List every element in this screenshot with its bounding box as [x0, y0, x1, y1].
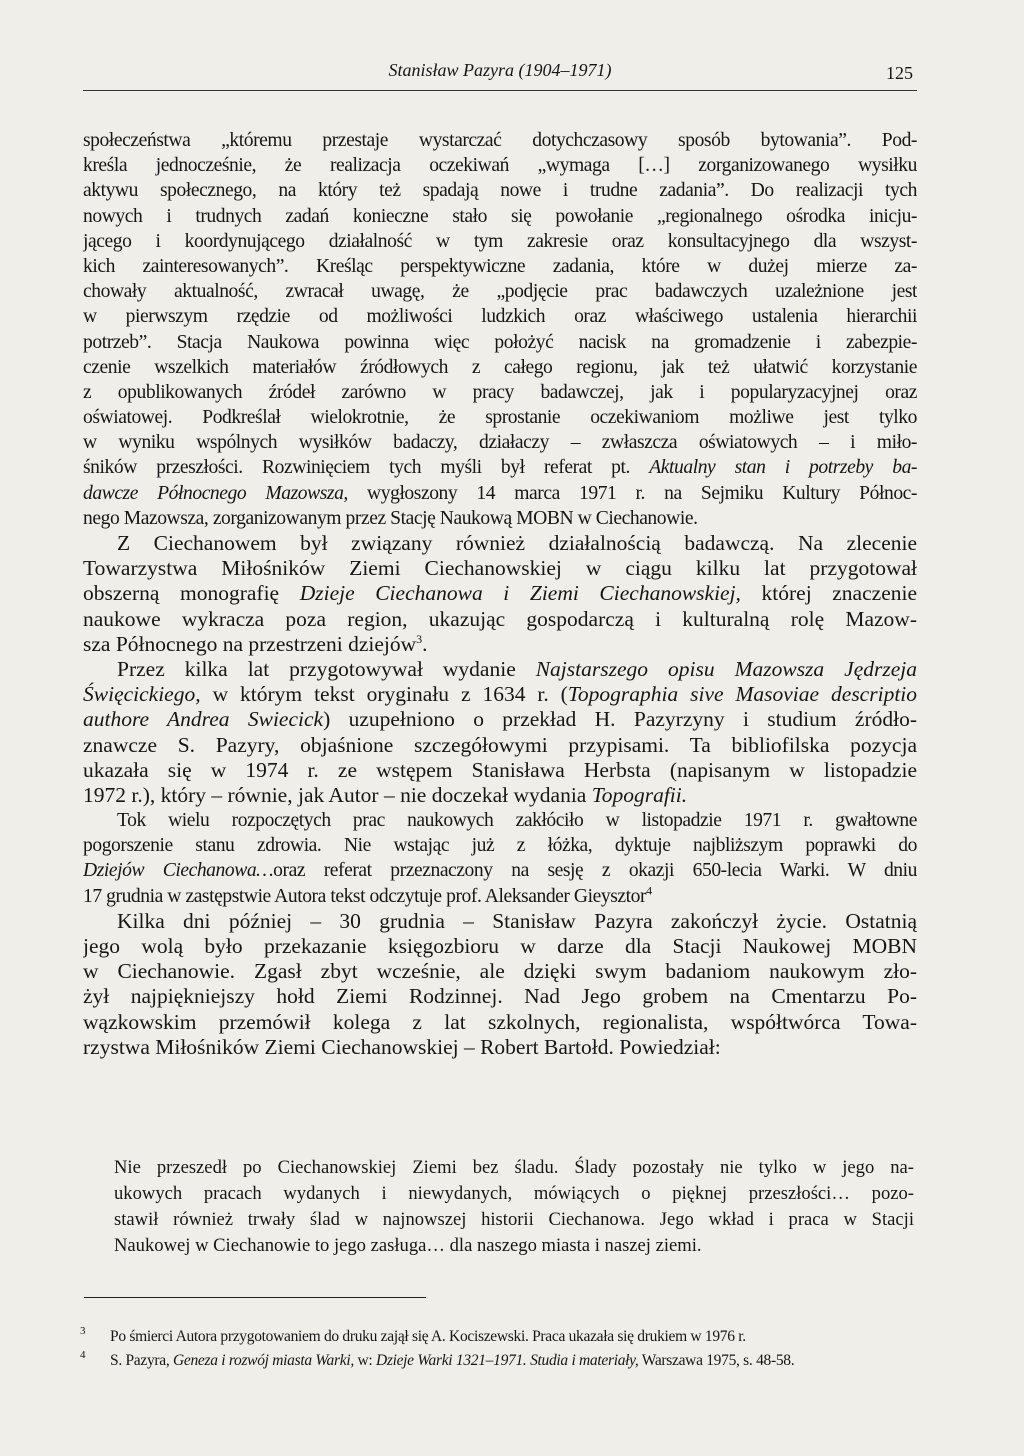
- text-line: nego Mazowsza, zorganizowanym przez Stację Naukową MOBN w Ciechanowie.: [83, 507, 698, 529]
- block-quote: [114, 1155, 914, 1259]
- quote-line: stawił również trwały ślad w najnowszej historii Ciechanowa. Jego wkład i praca w Stacji: [114, 1209, 914, 1230]
- text-line: w pierwszym rzędzie od możliwości ludzkich oraz właściwego ustalenia hierarchii: [83, 306, 917, 328]
- text-line: w Ciechanowie. Zgasł zbyt wcześnie, ale dzięki swym badaniom naukowym zło-: [83, 959, 917, 984]
- text-line: naukowe wykracza poza region, ukazując gospodarczą i kulturalną rolę Mazow-: [83, 606, 917, 631]
- text-line: w wyniku wspólnych wysiłków badaczy, działaczy – zwłaszcza oświatowych – i miło-: [83, 432, 917, 454]
- text-line: ukazała się w 1974 r. ze wstępem Stanisława Herbsta (napisanym w listopadzie: [83, 757, 917, 782]
- footnote-text: S. Pazyra, Geneza i rozwój miasta Warki, w: Dzieje Warki 1321–1971. Studia i materiały, Warszawa 1975, s. 48-58.: [110, 1352, 795, 1369]
- body-text: [83, 128, 917, 1060]
- text-line: żył najpiękniejszy hołd Ziemi Rodzinnej. Nad Jego grobem na Cmentarzu Po-: [83, 984, 917, 1009]
- text-line: jego wolą było przekazanie księgozbioru w darze dla Stacji Naukowej MOBN: [83, 934, 917, 958]
- text-line: Tok wielu rozpoczętych prac naukowych zakłóciło w listopadzie 1971 r. gwałtowne: [117, 810, 917, 832]
- footnote-mark: 3: [80, 1325, 86, 1337]
- quote-line: Nie przeszedł po Ciechanowskiej Ziemi bez śladu. Ślady pozostały nie tylko w jego na-: [114, 1157, 914, 1178]
- text-line: Dziejów Ciechanowa…oraz referat przeznaczony na sesję z okazji 650-lecia Warki. W dniu: [83, 860, 917, 882]
- text-line: śników przeszłości. Rozwinięciem tych myśli był referat pt. Aktualny stan i potrzeby ba-: [83, 457, 917, 479]
- footnote-separator: [84, 1297, 426, 1298]
- footnote: [80, 1349, 920, 1373]
- text-line: dawcze Północnego Mazowsza, wygłoszony 14 marca 1971 r. na Sejmiku Kultury Północ-: [83, 482, 917, 504]
- text-line: nowych i trudnych zadań konieczne stało się powołanie „regionalnego ośrodka inicju-: [83, 205, 917, 227]
- text-line: Towarzystwa Miłośników Ziemi Ciechanowskiej w ciągu kilku lat przygotował: [83, 556, 917, 581]
- text-line: chowały aktualność, zwracał uwagę, że „podjęcie prac badawczych uzależnione jest: [83, 281, 917, 303]
- text-line: oświatowej. Podkreślał wielokrotnie, że sprostanie oczekiwaniom możliwe jest tylko: [83, 407, 917, 429]
- text-line: Z Ciechanowem był związany również działalnością badawczą. Na zlecenie: [117, 531, 917, 555]
- footnote-text: Po śmierci Autora przygotowaniem do druku zajął się A. Kociszewski. Praca ukazała się drukiem w 1976 r.: [110, 1328, 746, 1345]
- text-line: obszerną monografię Dzieje Ciechanowa i Ziemi Ciechanowskiej, której znaczenie: [83, 581, 917, 606]
- page-number: 125: [886, 63, 913, 83]
- text-line: z opublikowanych źródeł zarówno w pracy badawczej, jak i popularyzacyjnej oraz: [83, 381, 917, 403]
- text-line: jącego i koordynującego działalność w tym zakresie oraz konsultacyjnego dla wszyst-: [83, 230, 917, 252]
- text-line: znawcze S. Pazyry, objaśnione szczegółowymi przypisami. Ta bibliofilska pozycja: [83, 732, 917, 757]
- text-line: Święcickiego, w którym tekst oryginału z 1634 r. (Topographia sive Masoviae descriptio: [83, 682, 917, 707]
- text-line: kich zainteresowanych”. Kreśląc perspektywiczne zadania, które w dużej mierze za-: [83, 255, 917, 277]
- text-line: authore Andrea Swiecick) uzupełniono o przekład H. Pazyrzyny i studium źródło-: [83, 707, 917, 732]
- text-line: kreśla jednocześnie, że realizacja oczekiwań „wymaga […] zorganizowanego wysiłku: [83, 155, 917, 177]
- text-line: wązkowskim przemówił kolega z lat szkolnych, regionalista, współtwórca Towa-: [83, 1009, 917, 1034]
- text-line: 17 grudnia w zastępstwie Autora tekst odczytuje prof. Aleksander Gieysztor$^4$: [83, 883, 652, 907]
- text-line: Przez kilka lat przygotowywał wydanie Najstarszego opisu Mazowsza Jędrzeja: [117, 656, 917, 681]
- quote-line: ukowych pracach wydanych i niewydanych, mówiących o pięknej przeszłości… pozo-: [114, 1183, 914, 1204]
- page-header: [83, 58, 917, 91]
- footnote-mark: 4: [80, 1349, 86, 1361]
- text-line: sza Północnego na przestrzeni dziejów$^3$.: [83, 631, 428, 656]
- footnote: [80, 1325, 920, 1349]
- text-line: rzystwa Miłośników Ziemi Ciechanowskiej – Robert Bartołd. Powiedział:: [83, 1034, 721, 1059]
- text-line: czenie wszelkich materiałów źródłowych z całego regionu, jak też ułatwić korzystanie: [83, 356, 917, 378]
- text-line: potrzeb”. Stacja Naukowa powinna więc położyć nacisk na gromadzenie i zabezpie-: [83, 331, 917, 353]
- text-line: społeczeństwa „któremu przestaje wystarczać dotychczasowy sposób bytowania”. Pod-: [83, 130, 917, 151]
- footnote-ref: 4: [646, 883, 652, 898]
- text-line: pogorszenie stanu zdrowia. Nie wstając już z łóżka, dyktuje najbliższym poprawki do: [83, 835, 917, 857]
- running-title: Stanisław Pazyra (1904–1971): [388, 60, 612, 80]
- footnote-ref: 3: [416, 631, 423, 646]
- text-line: aktywu społecznego, na który też spadają nowe i trudne zadania”. Do realizacji tych: [83, 180, 917, 202]
- quote-line: Naukowej w Ciechanowie to jego zasługa… dla naszego miasta i naszej ziemi.: [114, 1235, 702, 1256]
- text-line: 1972 r.), który – równie, jak Autor – nie doczekał wydania Topografii.: [83, 782, 688, 807]
- footnotes: [80, 1325, 920, 1373]
- text-line: Kilka dni później – 30 grudnia – Stanisław Pazyra zakończył życie. Ostatnią: [117, 908, 917, 933]
